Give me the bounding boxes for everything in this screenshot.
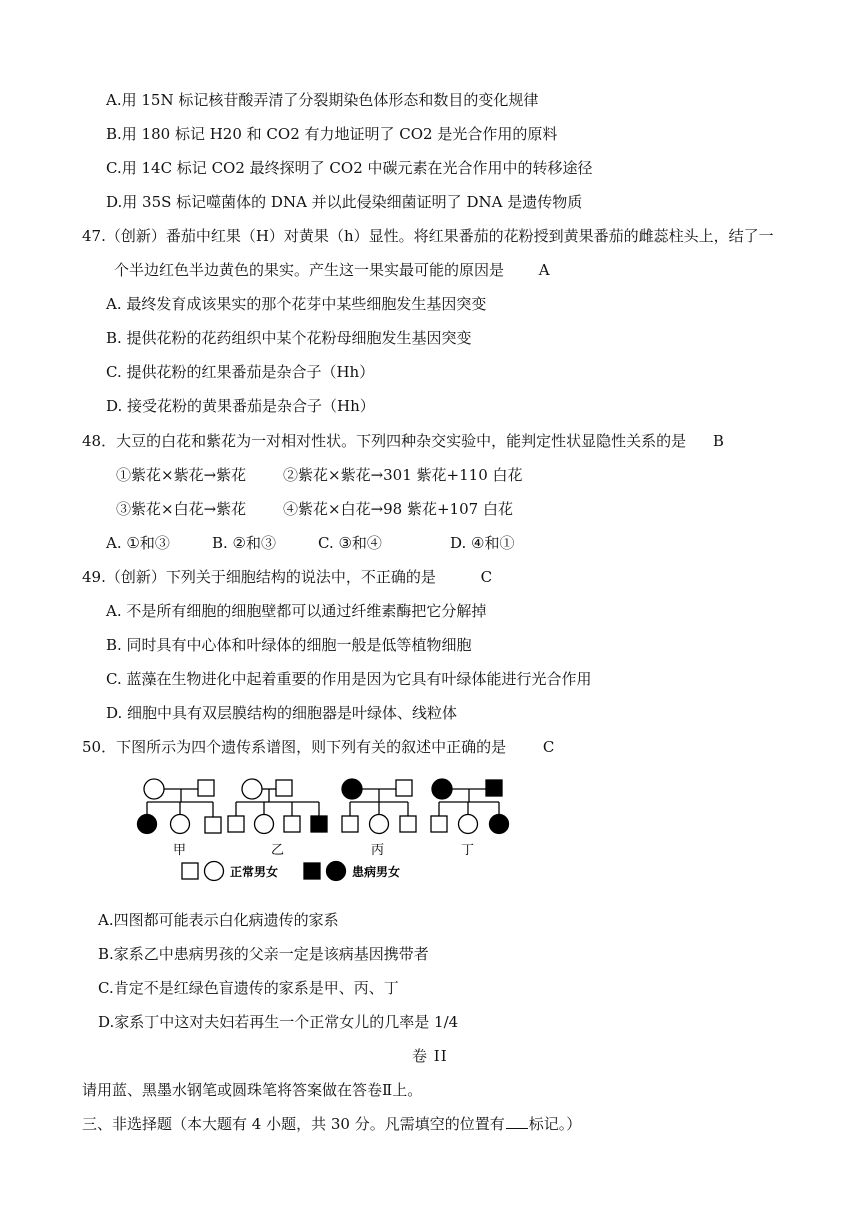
q49-option-d: D. 细胞中具有双层膜结构的细胞器是叶绿体、线粒体: [106, 704, 458, 722]
part3-heading: [82, 1114, 581, 1134]
bing-daughter-normal: [370, 815, 389, 834]
yi-son-normal-2: [284, 816, 300, 832]
section2-title: 卷 II: [412, 1047, 448, 1065]
q50-answer: C: [542, 738, 555, 756]
q47-stem-text: 个半边红色半边黄色的果实。产生这一果实最可能的原因是: [114, 261, 505, 279]
section2-instruction: 请用蓝、黑墨水钢笔或圆珠笔将答案做在答卷Ⅱ上。: [82, 1081, 423, 1099]
q46-option-c: C.用 14C 标记 CO2 最终探明了 CO2 中碳元素在光合作用中的转移途径: [106, 159, 593, 177]
q50-option-a: A.四图都可能表示白化病遗传的家系: [98, 911, 339, 929]
q48-answer: B: [712, 432, 724, 450]
q47-option-b: B. 提供花粉的花药组织中某个花粉母细胞发生基因突变: [106, 329, 472, 347]
pedigree-label-yi: 乙: [271, 842, 285, 857]
pedigree-bing: [342, 779, 416, 857]
q49-stem: [82, 567, 492, 587]
q48-cross-4: ④紫花×白花→98 紫花+107 白花: [283, 500, 513, 518]
ding-daughter-normal: [459, 815, 478, 834]
pedigree-ding: [428, 770, 518, 860]
legend-female-normal: [205, 862, 224, 881]
bing-mother-affected: [342, 779, 362, 799]
legend-affected-label: 患病男女: [352, 865, 401, 879]
q48-option-a: A. ①和③: [106, 534, 170, 552]
q50-option-c: C.肯定不是红绿色盲遗传的家系是甲、丙、丁: [98, 979, 399, 997]
ding-son-normal: [431, 816, 447, 832]
ding-father-affected: [486, 780, 502, 796]
q50-option-b: B.家系乙中患病男孩的父亲一定是该病基因携带者: [98, 945, 429, 963]
q48-option-d: D. ④和①: [450, 534, 515, 552]
q49-option-a: A. 不是所有细胞的细胞壁都可以通过纤维素酶把它分解掉: [106, 602, 487, 620]
q47-option-d: D. 接受花粉的黄果番茄是杂合子（Hh）: [106, 397, 375, 415]
q50-stem-text: 50．下图所示为四个遗传系谱图，则下列有关的叙述中正确的是: [82, 738, 507, 756]
q49-answer: C: [480, 568, 493, 586]
q50-stem: [82, 737, 554, 757]
q50-option-d: D.家系丁中这对夫妇若再生一个正常女儿的几率是 1/4: [98, 1013, 459, 1031]
jia-son-normal: [205, 817, 221, 833]
legend-normal-label: 正常男女: [230, 865, 279, 879]
q48-cross-1: ①紫花×紫花→紫花: [116, 466, 247, 484]
q47-answer: A: [538, 261, 550, 279]
legend-male-normal: [182, 863, 198, 879]
jia-father-normal: [198, 780, 214, 796]
yi-son-affected: [311, 816, 327, 832]
legend-female-affected: [327, 862, 346, 881]
part3-text-before: 三、非选择题（本大题有 4 小题，共 30 分。凡需填空的位置有: [82, 1115, 505, 1133]
q49-option-c: C. 蓝藻在生物进化中起着重要的作用是因为它具有叶绿体能进行光合作用: [106, 670, 592, 688]
yi-father-normal: [276, 780, 292, 796]
q47-stem-line2: [114, 260, 550, 280]
pedigree-figure: [128, 770, 418, 890]
q49-stem-text: 49.（创新）下列关于细胞结构的说法中，不正确的是: [82, 568, 436, 586]
bing-son-normal-2: [400, 816, 416, 832]
q48-cross-2: ②紫花×紫花→301 紫花+110 白花: [283, 466, 523, 484]
pedigree-label-ding: 丁: [461, 842, 475, 857]
bing-son-normal-1: [342, 816, 358, 832]
q46-option-a: A.用 15N 标记核苷酸弄清了分裂期染色体形态和数目的变化规律: [106, 91, 539, 109]
q47-option-a: A. 最终发育成该果实的那个花芽中某些细胞发生基因突变: [106, 295, 487, 313]
blank-underline-mark: [506, 1114, 528, 1129]
bing-father-normal: [396, 780, 412, 796]
q46-option-d: D.用 35S 标记噬菌体的 DNA 并以此侵染细菌证明了 DNA 是遗传物质: [106, 193, 583, 211]
q49-option-b: B. 同时具有中心体和叶绿体的细胞一般是低等植物细胞: [106, 636, 472, 654]
jia-daughter-affected: [138, 815, 157, 834]
q48-option-c: C. ③和④: [318, 534, 382, 552]
yi-daughter-normal: [255, 815, 274, 834]
legend-male-affected: [304, 863, 320, 879]
pedigree-yi: [228, 779, 327, 857]
pedigree-legend: [182, 862, 400, 881]
q46-option-b: B.用 180 标记 H20 和 CO2 有力地证明了 CO2 是光合作用的原料: [106, 125, 558, 143]
yi-son-normal-1: [228, 816, 244, 832]
part3-text-after: 标记。）: [528, 1115, 582, 1133]
jia-daughter-normal: [171, 815, 190, 834]
ding-mother-affected: [432, 779, 452, 799]
yi-mother-normal: [242, 779, 262, 799]
q48-cross-3: ③紫花×白花→紫花: [116, 500, 247, 518]
pedigree-label-bing: 丙: [371, 842, 385, 857]
pedigree-jia: [138, 779, 222, 857]
q48-stem: [82, 431, 724, 451]
q47-option-c: C. 提供花粉的红果番茄是杂合子（Hh）: [106, 363, 375, 381]
pedigree-label-jia: 甲: [173, 842, 187, 857]
q48-stem-text: 48．大豆的白花和紫花为一对相对性状。下列四种杂交实验中，能判定性状显隐性关系的是: [82, 432, 687, 450]
q47-stem-line1: 47.（创新）番茄中红果（H）对黄果（h）显性。将红果番茄的花粉授到黄果番茄的雌蕊柱头上，结了一: [82, 227, 774, 245]
jia-mother-normal: [144, 779, 164, 799]
q48-option-b: B. ②和③: [212, 534, 277, 552]
ding-daughter-affected: [490, 815, 509, 834]
